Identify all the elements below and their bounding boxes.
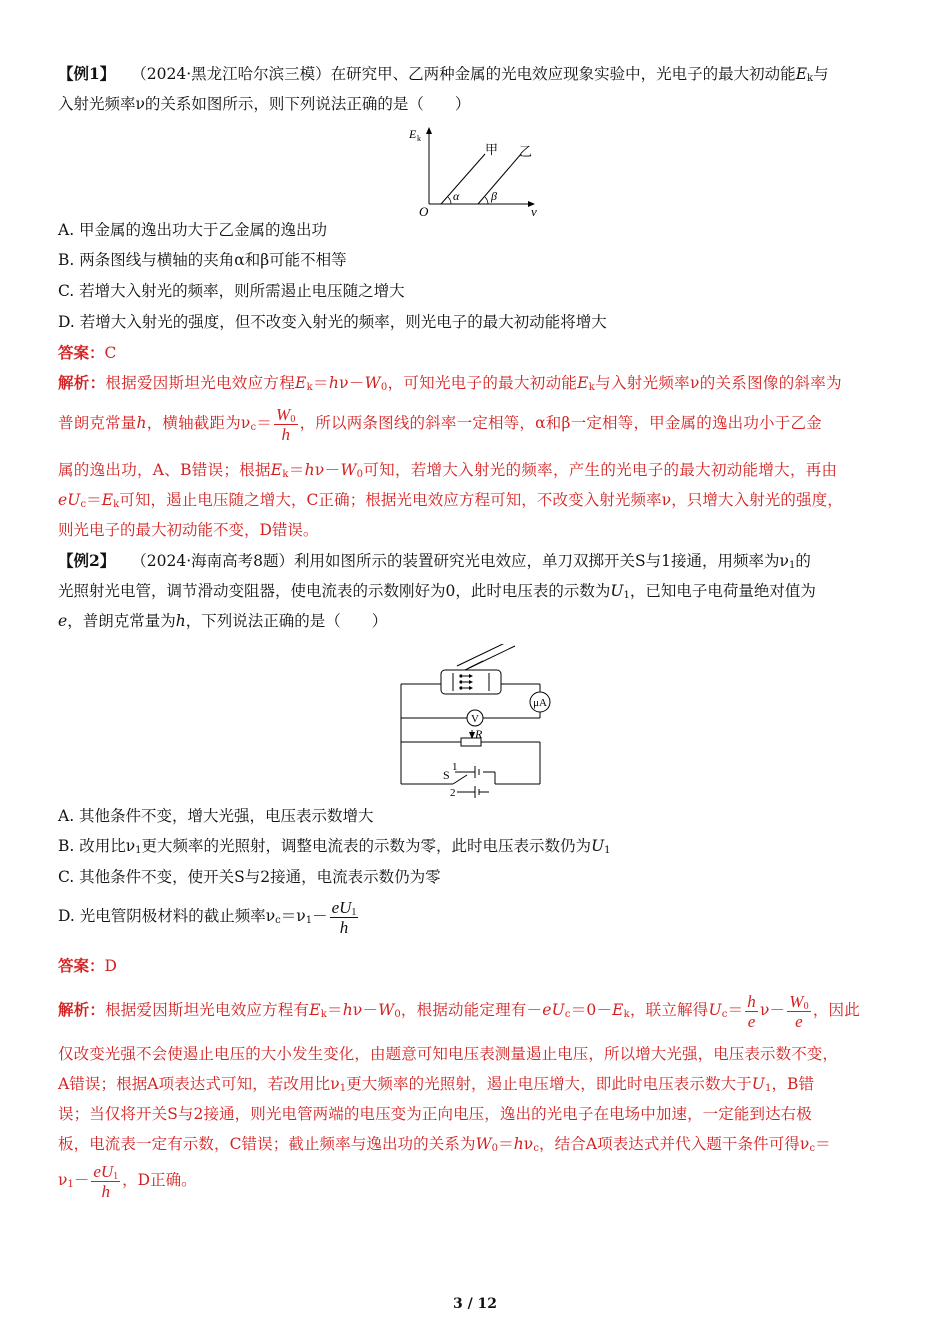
ex1-option-a: A. 甲金属的逸出功大于乙金属的逸出功	[58, 221, 328, 239]
ex2-analysis-line1: 解析：根据爱因斯坦光电效应方程有$E_k=h\nu-W_0$，根据动能定理有$-eU_c=0-E_k$，联立解得$U_c=$ $\frac{h}{e}$ ν－ $\frac{W_0}{e}$ ，因此	[58, 991, 860, 1031]
svg-text:β: β	[491, 189, 497, 203]
svg-text:k: k	[417, 134, 421, 143]
page-number: 3 / 12	[452, 1296, 498, 1312]
ex1-analysis-line3: 属的逸出功，A、B错误；根据$E_k=h\nu-W_0$可知，若增大入射光的频率，产生的光电子的最大初动能增大，再由	[58, 461, 838, 480]
svg-text:μA: μA	[533, 697, 547, 709]
ex1-x-label: ν	[531, 204, 537, 219]
ex1-y-label: E	[409, 127, 417, 141]
ex2-answer: 答案：D	[58, 956, 117, 975]
ex2-analysis-line2: 仅改变光强不会使遏止电压的大小发生变化，由题意可知电压表测量遏止电压，所以增大光强，电压表示数不变，	[58, 1045, 839, 1063]
frac-w0-over-e: $\frac{W_0}{e}$	[789, 991, 809, 1031]
ex2-option-a: A. 其他条件不变，增大光强，电压表示数增大	[58, 807, 374, 825]
ex1-option-c: C. 若增大入射光的频率，则所需遏止电压随之增大	[58, 282, 405, 300]
ex2-analysis-line4: 误；当仅将开关S与2接通，则光电管两端的电压变为正向电压，逸出的光电子在电场中加速，一定能到达右极	[58, 1105, 812, 1123]
ex2-tag: 【例2】	[58, 551, 116, 570]
ex2-stem-line2: 光照射光电管，调节滑动变阻器，使电流表的示数刚好为0，此时电压表的示数为$U_1$，已知电子电荷量绝对值为	[58, 582, 816, 601]
ex1-origin: O	[419, 204, 429, 219]
ex2-source: （2024·海南高考8题）	[131, 552, 295, 570]
ex2-stem-line1: 【例2】 （2024·海南高考8题）利用如图所示的装置研究光电效应，单刀双掷开关S与1接通，用频率为$\nu_1$的	[58, 551, 811, 571]
ex1-stem-line1: 【例1】 （2024·黑龙江哈尔滨三模）在研究甲、乙两种金属的光电效应现象实验中，光电子的最大初动能$E_k$与	[58, 64, 829, 84]
ex1-option-d: D. 若增大入射光的强度，但不改变入射光的频率，则光电子的最大初动能将增大	[58, 313, 607, 331]
frac-w0-over-h: $\frac{W_0}{h}$	[276, 404, 296, 444]
ex2-analysis-line6: $\nu_1-$ $\frac{eU_1}{h}$ ，D正确。	[58, 1161, 197, 1201]
ex1-tag: 【例1】	[58, 64, 116, 83]
ex2-stem-line3: e，普朗克常量为h，下列说法正确的是（ ）	[58, 612, 388, 630]
ex2-analysis-line5: 板，电流表一定有示数，C错误；截止频率与逸出功的关系为$W_0=h\nu_c$，结合A项表达式并代入题干条件可得$\nu_c=$	[58, 1135, 831, 1154]
svg-text:V: V	[471, 713, 479, 725]
svg-text:R: R	[475, 727, 483, 741]
svg-text:α: α	[453, 189, 460, 203]
ex1-line-yi	[478, 154, 521, 204]
ex1-analysis-line4: $eU_c=E_k$可知，遏止电压随之增大，C正确；根据光电效应方程可知，不改变入射光频率ν，只增大入射光的强度，	[58, 491, 843, 510]
ex1-stem-line2: 入射光频率ν的关系如图所示，则下列说法正确的是（ ）	[58, 95, 471, 113]
ex1-analysis-line1: 解析：根据爱因斯坦光电效应方程$E_k=h\nu-W_0$，可知光电子的最大初动能$E_k$与入射光频率ν的关系图像的斜率为	[58, 373, 842, 393]
ex2-option-d: D. 光电管阴极材料的截止频率$\nu_c=\nu_1-$ $\frac{eU_1}{h}$	[58, 897, 357, 937]
ex1-line-jia	[441, 154, 485, 204]
ex2-option-c: C. 其他条件不变，使开关S与2接通，电流表示数仍为零	[58, 868, 441, 886]
frac-eu1-over-h: $\frac{eU_1}{h}$	[331, 897, 357, 937]
ex1-label-yi: 乙	[519, 145, 533, 160]
ex1-option-b: B. 两条图线与横轴的夹角α和β可能不相等	[58, 251, 347, 269]
ex2-option-b: B. 改用比$\nu_1$更大频率的光照射，调整电流表的示数为零，此时电压表示数仍为$U_1$	[58, 837, 611, 856]
ex1-analysis-line5: 则光电子的最大初动能不变，D错误。	[58, 521, 319, 539]
ex2-circuit	[395, 644, 570, 804]
frac-eu1-over-h-2: $\frac{eU_1}{h}$	[93, 1161, 119, 1201]
ex1-label-jia: 甲	[485, 143, 499, 158]
ex1-answer: 答案：C	[58, 343, 117, 362]
ex1-graph	[405, 124, 555, 219]
ex2-analysis-line3: A错误；根据A项表达式可知，若改用比$\nu_1$更大频率的光照射，遏止电压增大，即此时电压表示数大于$U_1$，B错	[58, 1075, 815, 1094]
svg-text:S: S	[443, 768, 450, 782]
svg-text:2: 2	[450, 787, 456, 799]
frac-h-over-e: $\frac{h}{e}$	[747, 991, 756, 1031]
ex1-source: （2024·黑龙江哈尔滨三模）	[131, 65, 331, 83]
svg-text:1: 1	[452, 761, 458, 773]
ex1-analysis-line2: 普朗克常量h，横轴截距为$\nu_c=$ $\frac{W_0}{h}$ ，所以两条图线的斜率一定相等，α和β一定相等，甲金属的逸出功小于乙金	[58, 404, 822, 444]
